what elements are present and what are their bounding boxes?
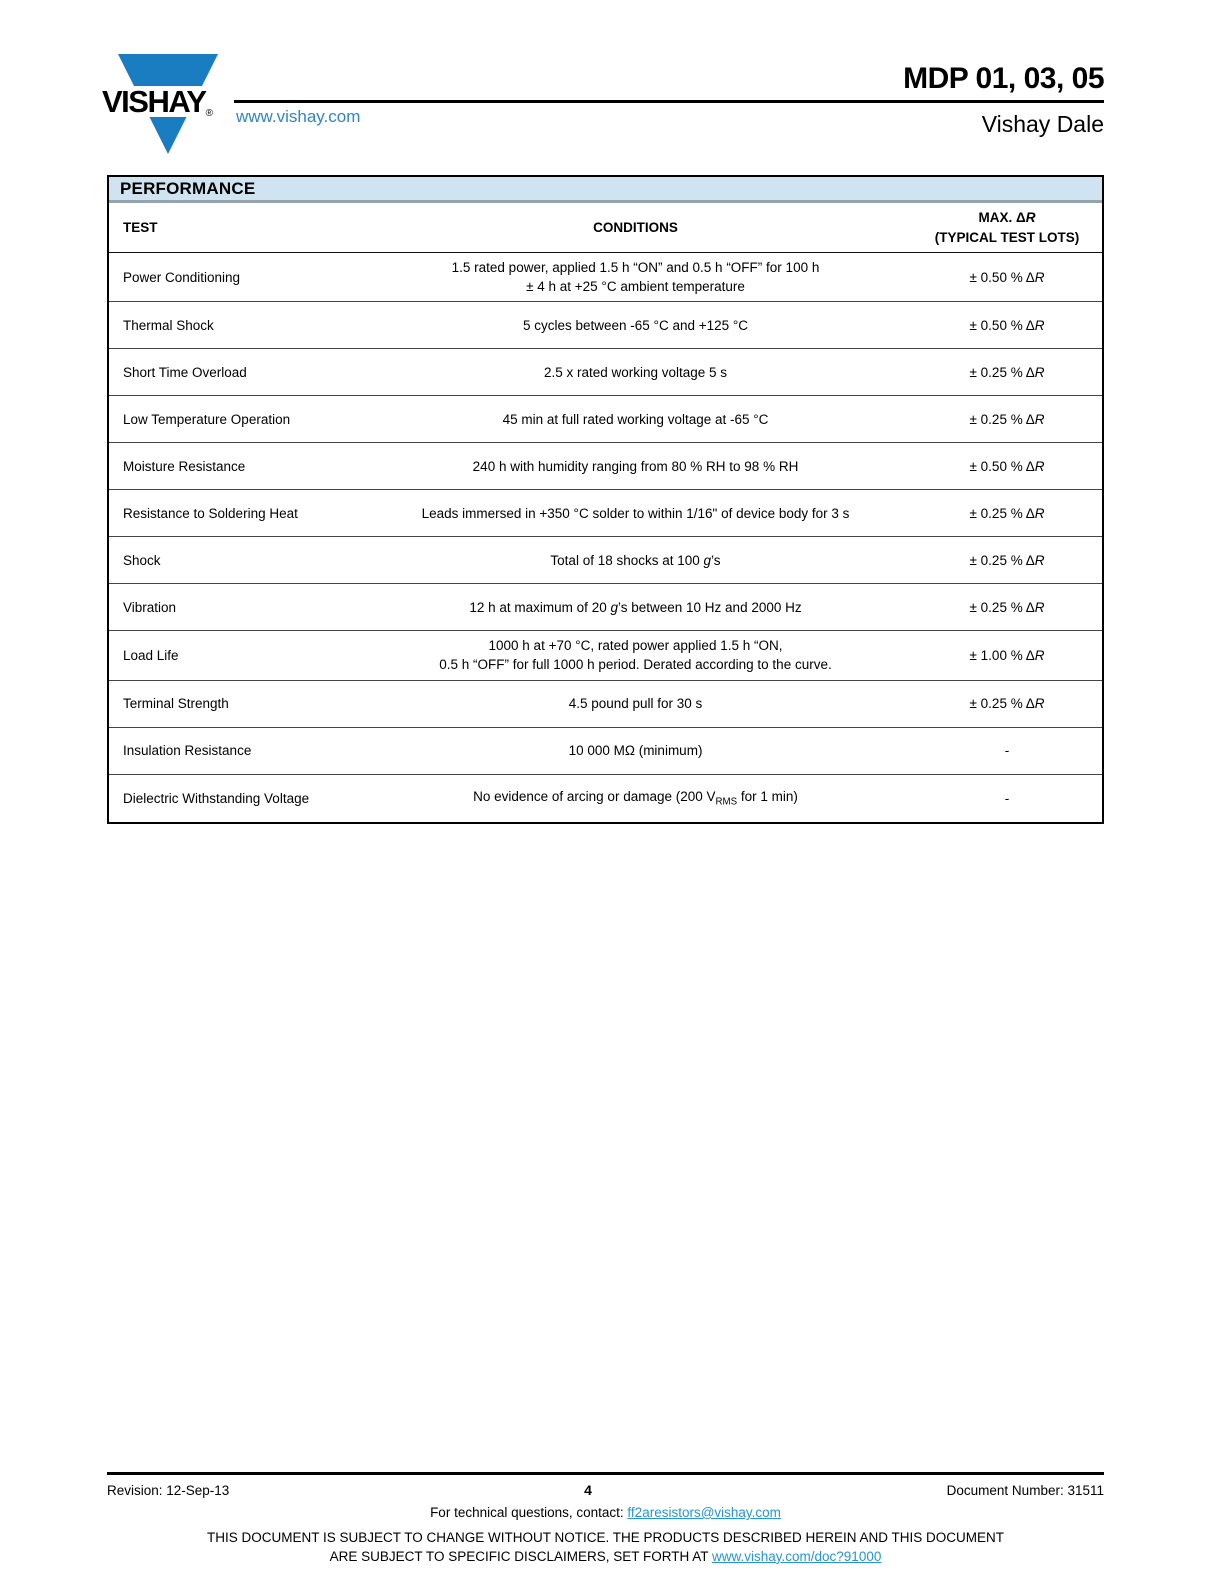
test-cell: Power Conditioning xyxy=(123,269,241,285)
max-delta-r-cell xyxy=(912,584,1102,630)
test-cell: Vibration xyxy=(123,599,177,615)
disclaimer-line2-prefix: ARE SUBJECT TO SPECIFIC DISCLAIMERS, SET FORTH AT xyxy=(329,1548,712,1564)
max-delta-r-value: ± 0.25 % ΔR xyxy=(969,552,1045,568)
column-header-max xyxy=(912,203,1102,252)
disclaimer-line2 xyxy=(107,1548,1104,1567)
test-cell: Thermal Shock xyxy=(123,317,214,333)
conditions-line: 4.5 pound pull for 30 s xyxy=(568,696,703,712)
conditions-cell xyxy=(359,490,912,536)
max-delta-r-cell xyxy=(912,349,1102,395)
disclaimer-doc-link[interactable]: www.vishay.com/doc?91000 xyxy=(712,1548,882,1564)
conditions-line: 0.5 h “OFF” for full 1000 h period. Derated according to the curve. xyxy=(439,657,832,673)
footer-rule xyxy=(107,1472,1104,1475)
table-row xyxy=(109,728,1102,775)
table-row xyxy=(109,349,1102,396)
header-rule xyxy=(234,100,1104,103)
column-header-conditions: CONDITIONS xyxy=(593,219,678,235)
performance-banner: PERFORMANCE xyxy=(109,177,1102,203)
conditions-line: 45 min at full rated working voltage at -65 °C xyxy=(502,411,769,427)
page-number: 4 xyxy=(584,1482,592,1498)
website-link[interactable]: www.vishay.com xyxy=(236,107,361,126)
conditions-line: 2.5 x rated working voltage 5 s xyxy=(543,364,728,380)
max-header-line2: (TYPICAL TEST LOTS) xyxy=(934,229,1080,245)
table-row xyxy=(109,443,1102,490)
conditions-line: 5 cycles between -65 °C and +125 °C xyxy=(522,317,749,333)
max-delta-r-cell xyxy=(912,396,1102,442)
max-delta-r-value: ± 0.25 % ΔR xyxy=(969,505,1045,521)
footer-meta-row xyxy=(107,1482,1104,1498)
conditions-line: Total of 18 shocks at 100 g’s xyxy=(550,552,721,568)
conditions-line: 1000 h at +70 °C, rated power applied 1.5 h “ON, xyxy=(488,638,783,654)
conditions-line: 12 h at maximum of 20 g’s between 10 Hz and 2000 Hz xyxy=(469,599,802,615)
max-delta-r-cell xyxy=(912,490,1102,536)
table-row xyxy=(109,302,1102,349)
table-row xyxy=(109,537,1102,584)
conditions-cell xyxy=(359,302,912,348)
column-header-test: TEST xyxy=(123,219,158,235)
max-delta-r-cell xyxy=(912,302,1102,348)
disclaimer xyxy=(107,1529,1104,1567)
max-delta-r-value: ± 0.25 % ΔR xyxy=(969,696,1045,712)
max-delta-r-value: ± 0.50 % ΔR xyxy=(969,269,1045,285)
max-header-line1: MAX. ΔR xyxy=(978,210,1036,226)
product-title: MDP 01, 03, 05 xyxy=(903,62,1104,95)
table-row xyxy=(109,775,1102,822)
max-delta-r-cell xyxy=(912,728,1102,774)
conditions-cell xyxy=(359,349,912,395)
max-delta-r-value: ± 0.50 % ΔR xyxy=(969,317,1045,333)
conditions-cell xyxy=(359,728,912,774)
test-cell: Short Time Overload xyxy=(123,364,247,380)
conditions-line: ± 4 h at +25 °C ambient temperature xyxy=(526,279,745,295)
max-delta-r-cell xyxy=(912,443,1102,489)
vishay-logo xyxy=(102,54,238,156)
max-delta-r-value: ± 0.25 % ΔR xyxy=(969,599,1045,615)
conditions-cell xyxy=(359,443,912,489)
conditions-line: 10 000 MΩ (minimum) xyxy=(568,743,703,759)
conditions-cell xyxy=(359,681,912,727)
brand-name: Vishay Dale xyxy=(981,111,1104,137)
conditions-cell xyxy=(359,537,912,583)
max-delta-r-value: ± 1.00 % ΔR xyxy=(969,647,1045,663)
contact-prefix: For technical questions, contact: xyxy=(430,1505,628,1520)
test-cell: Insulation Resistance xyxy=(123,743,252,759)
table-row xyxy=(109,681,1102,728)
conditions-cell xyxy=(359,584,912,630)
test-cell: Load Life xyxy=(123,647,179,663)
conditions-line: No evidence of arcing or damage (200 $V_{RMS}$ for 1 min) xyxy=(473,788,798,808)
test-cell: Shock xyxy=(123,552,161,568)
max-delta-r-value: - xyxy=(1004,743,1010,759)
revision-label: Revision: 12-Sep-13 xyxy=(107,1483,230,1498)
max-delta-r-cell xyxy=(912,681,1102,727)
table-row xyxy=(109,396,1102,443)
test-cell: Resistance to Soldering Heat xyxy=(123,505,298,521)
test-cell: Terminal Strength xyxy=(123,696,229,712)
contact-line xyxy=(107,1505,1104,1520)
test-cell: Dielectric Withstanding Voltage xyxy=(123,790,310,806)
performance-table xyxy=(107,175,1104,824)
table-row xyxy=(109,490,1102,537)
max-delta-r-value: ± 0.25 % ΔR xyxy=(969,411,1045,427)
max-delta-r-cell xyxy=(912,537,1102,583)
document-number: Document Number: 31511 xyxy=(946,1483,1104,1498)
max-delta-r-value: ± 0.25 % ΔR xyxy=(969,364,1045,380)
max-delta-r-cell xyxy=(912,775,1102,822)
disclaimer-line1: THIS DOCUMENT IS SUBJECT TO CHANGE WITHOUT NOTICE. THE PRODUCTS DESCRIBED HEREIN AND THIS DOCUMENT xyxy=(206,1530,1005,1545)
conditions-cell xyxy=(359,631,912,679)
test-cell: Moisture Resistance xyxy=(123,458,246,474)
conditions-line: 240 h with humidity ranging from 80 % RH to 98 % RH xyxy=(472,458,799,474)
conditions-line: Leads immersed in +350 °C solder to within 1/16" of device body for 3 s xyxy=(421,505,850,521)
page-footer xyxy=(107,1472,1104,1567)
conditions-line: 1.5 rated power, applied 1.5 h “ON” and 0.5 h “OFF” for 100 h xyxy=(451,260,820,275)
max-delta-r-cell xyxy=(912,253,1102,301)
contact-email-link[interactable]: ff2aresistors@vishay.com xyxy=(627,1505,781,1520)
table-header-row xyxy=(109,203,1102,253)
conditions-cell xyxy=(359,253,912,301)
max-delta-r-value: - xyxy=(1004,790,1010,806)
test-cell: Low Temperature Operation xyxy=(123,411,291,427)
logo-wordmark-text: VISHAY xyxy=(102,84,206,119)
performance-table-body xyxy=(109,253,1102,822)
max-delta-r-value: ± 0.50 % ΔR xyxy=(969,458,1045,474)
table-row xyxy=(109,253,1102,302)
conditions-cell xyxy=(359,396,912,442)
table-row xyxy=(109,584,1102,631)
logo-wordmark xyxy=(102,84,238,120)
registered-trademark-symbol: ® xyxy=(205,108,213,119)
max-delta-r-cell xyxy=(912,631,1102,679)
table-row xyxy=(109,631,1102,680)
conditions-cell xyxy=(359,775,912,822)
